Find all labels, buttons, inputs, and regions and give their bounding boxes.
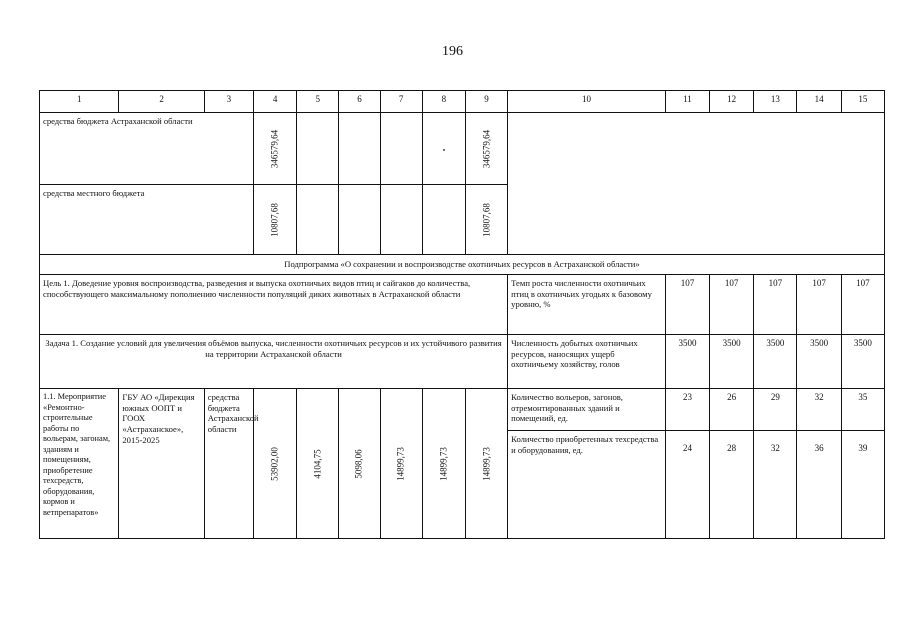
table-row <box>40 389 885 431</box>
subprogram-title: Подпрограмма «О сохранении и воспроизводстве охотничьих ресурсов в Астраханской области» <box>40 255 885 275</box>
measure-year-value: 14899,73 <box>395 446 406 481</box>
regional-budget-total: 346579,64 <box>269 129 280 168</box>
indicator-value: 39 <box>841 431 884 539</box>
regional-budget-2025: 346579,64 <box>480 129 491 168</box>
goal-text: Цель 1. Доведение уровня воспроизводства, разведения и выпуска охотничьих видов птиц и сайгаков до количества, способствующего максимальному пополнению численности популяций диких животных в Астраханской области <box>40 275 508 335</box>
value-cell <box>253 185 296 255</box>
empty-cell <box>297 185 339 255</box>
indicator-text: Количество приобретенных техсредства и оборудования, ед. <box>508 431 666 539</box>
funding-source-label: средства местного бюджета <box>40 185 254 255</box>
indicator-value: 26 <box>710 389 754 431</box>
indicator-value: 3500 <box>665 335 709 389</box>
empty-cell <box>422 185 465 255</box>
table-row <box>40 255 885 275</box>
header-row <box>40 91 885 113</box>
indicator-value: 107 <box>797 275 841 335</box>
measure-year-value: 5098,06 <box>353 448 364 479</box>
indicator-value: 29 <box>754 389 797 431</box>
indicator-value: 3500 <box>797 335 841 389</box>
header-cell: 10 <box>508 91 666 113</box>
indicator-value: 36 <box>797 431 841 539</box>
measure-year-value: 14899,73 <box>438 446 449 481</box>
scan-speck <box>443 149 445 151</box>
measure-total: 53902,00 <box>269 446 280 481</box>
header-cell: 2 <box>119 91 204 113</box>
value-cell <box>253 113 296 185</box>
indicator-value: 3500 <box>754 335 797 389</box>
indicator-text: Количество вольеров, загонов, отремонтированных зданий и помещений, ед. <box>508 389 666 431</box>
value-cell <box>380 389 422 539</box>
header-cell: 7 <box>380 91 422 113</box>
table-row <box>40 335 885 389</box>
header-cell: 14 <box>797 91 841 113</box>
indicator-value: 28 <box>710 431 754 539</box>
value-cell <box>297 389 339 539</box>
indicator-value: 23 <box>665 389 709 431</box>
header-cell: 12 <box>710 91 754 113</box>
header-cell: 11 <box>665 91 709 113</box>
value-cell <box>339 389 380 539</box>
table-row <box>40 113 885 185</box>
empty-cell <box>339 185 380 255</box>
header-cell: 6 <box>339 91 380 113</box>
value-cell <box>465 389 507 539</box>
measure-year-value: 14899,73 <box>480 446 491 481</box>
indicator-value: 3500 <box>841 335 884 389</box>
empty-cell <box>297 113 339 185</box>
empty-cell <box>380 113 422 185</box>
header-cell: 1 <box>40 91 119 113</box>
empty-cell <box>380 185 422 255</box>
value-cell <box>422 389 465 539</box>
page-number: 196 <box>442 44 463 59</box>
program-table <box>39 90 885 539</box>
header-cell: 5 <box>297 91 339 113</box>
indicator-value: 107 <box>665 275 709 335</box>
indicator-text: Темп роста численности охотничьих птиц в охотничьих угодьях к базовому уровню, % <box>508 275 666 335</box>
indicator-text: Численность добытых охотничьих ресурсов, наносящих ущерб охотничьему хозяйству, голов <box>508 335 666 389</box>
measure-year-value: 4104,75 <box>312 448 323 479</box>
header-cell: 15 <box>841 91 884 113</box>
indicator-value: 32 <box>754 431 797 539</box>
header-cell: 13 <box>754 91 797 113</box>
header-cell: 8 <box>422 91 465 113</box>
measure-name: 1.1. Мероприятие «Ремонтно-строительные работы по вольерам, загонам, зданиям и помещениям, приобретение техсредств, оборудования, кормов и ветпрепаратов» <box>40 389 119 539</box>
indicator-value: 35 <box>841 389 884 431</box>
value-cell <box>465 185 507 255</box>
measure-source: средства бюджета Астраханской области <box>204 389 253 539</box>
indicator-value: 24 <box>665 431 709 539</box>
header-cell: 3 <box>204 91 253 113</box>
indicator-value: 107 <box>754 275 797 335</box>
empty-cell <box>422 113 465 185</box>
header-cell: 9 <box>465 91 507 113</box>
funding-source-label: средства бюджета Астраханской области <box>40 113 254 185</box>
indicator-value: 32 <box>797 389 841 431</box>
local-budget-total: 10807,68 <box>269 202 280 237</box>
value-cell <box>465 113 507 185</box>
empty-cell <box>339 113 380 185</box>
indicator-value: 3500 <box>710 335 754 389</box>
measure-executor: ГБУ АО «Дирекция южных ООПТ и ГООХ «Астраханское», 2015-2025 <box>119 389 204 539</box>
task-text: Задача 1. Создание условий для увеличения объёмов выпуска, численности охотничьих ресурсов и их устойчивого развития на территории Астраханской области <box>40 335 508 389</box>
header-cell: 4 <box>253 91 296 113</box>
empty-cell <box>508 113 885 255</box>
local-budget-2025: 10807,68 <box>480 202 491 237</box>
value-cell <box>253 389 296 539</box>
table-row <box>40 275 885 335</box>
indicator-value: 107 <box>841 275 884 335</box>
indicator-value: 107 <box>710 275 754 335</box>
